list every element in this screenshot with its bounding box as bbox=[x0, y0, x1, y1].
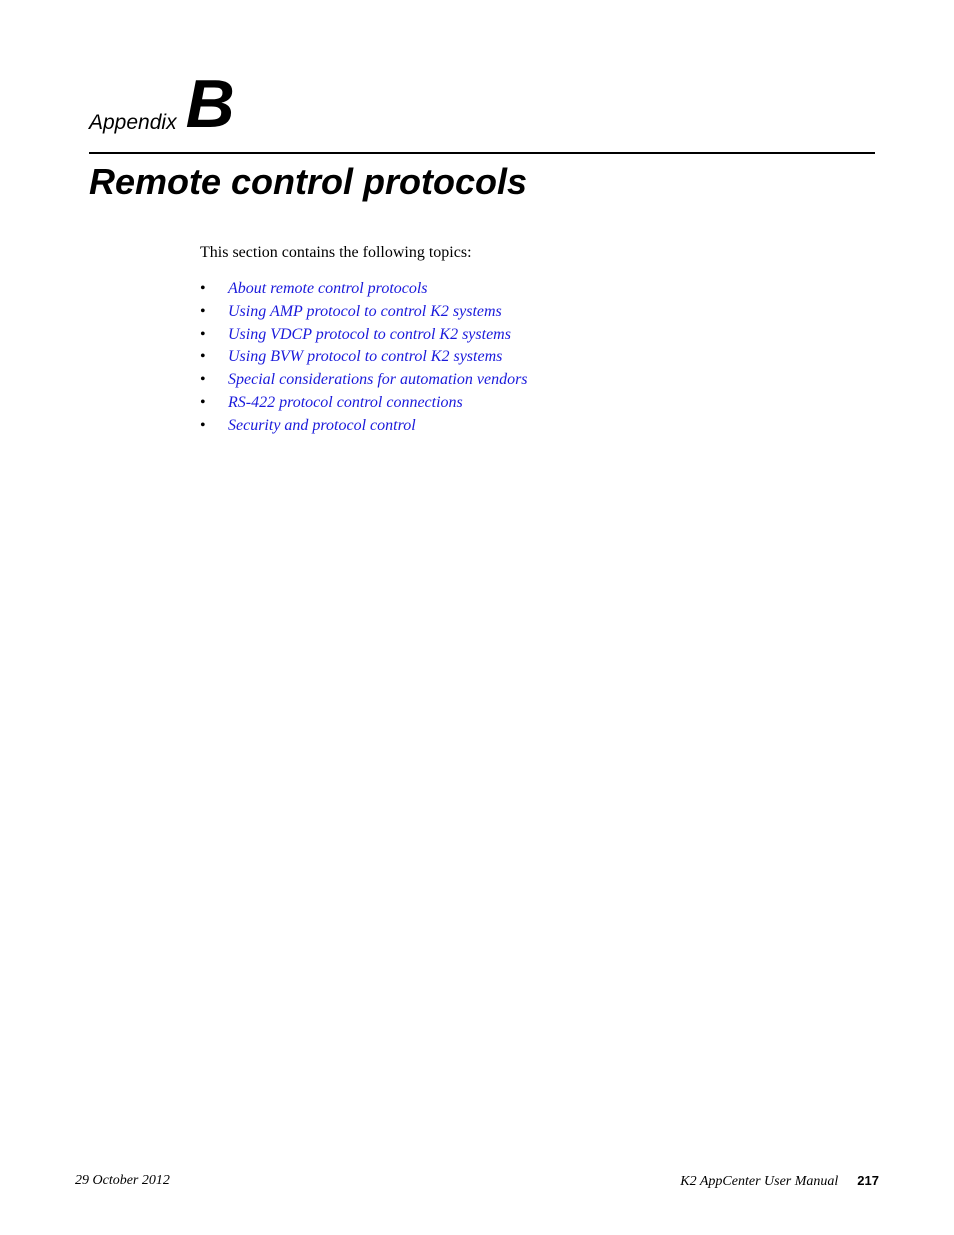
list-item bbox=[200, 302, 528, 325]
bullet: • bbox=[200, 302, 206, 320]
page-number: 217 bbox=[857, 1173, 879, 1188]
topic-link-vdcp-protocol[interactable]: Using VDCP protocol to control K2 systems bbox=[228, 325, 511, 343]
title-rule bbox=[89, 152, 875, 154]
list-item bbox=[200, 416, 528, 439]
bullet: • bbox=[200, 348, 206, 366]
list-item bbox=[200, 347, 528, 370]
bullet: • bbox=[200, 280, 206, 297]
list-item bbox=[200, 325, 528, 348]
topic-list bbox=[200, 279, 528, 439]
footer-right bbox=[680, 1172, 879, 1191]
list-item bbox=[200, 279, 528, 302]
bullet: • bbox=[200, 393, 206, 411]
bullet: • bbox=[200, 416, 206, 434]
footer-manual-title: K2 AppCenter User Manual bbox=[680, 1174, 839, 1189]
list-item bbox=[200, 370, 528, 393]
topic-link-amp-protocol[interactable]: Using AMP protocol to control K2 systems bbox=[228, 302, 502, 320]
topic-link-rs422-connections[interactable]: RS-422 protocol control connections bbox=[228, 393, 463, 411]
bullet: • bbox=[200, 371, 206, 389]
intro-text: This section contains the following topics: bbox=[200, 244, 472, 261]
appendix-heading bbox=[89, 66, 235, 142]
topic-link-bvw-protocol[interactable]: Using BVW protocol to control K2 systems bbox=[228, 348, 503, 366]
appendix-letter: B bbox=[185, 66, 235, 142]
appendix-label: Appendix bbox=[89, 111, 177, 134]
page-title: Remote control protocols bbox=[89, 161, 528, 202]
topic-link-automation-vendors[interactable]: Special considerations for automation vendors bbox=[228, 371, 528, 389]
list-item bbox=[200, 393, 528, 416]
footer-date: 29 October 2012 bbox=[75, 1173, 170, 1188]
bullet: • bbox=[200, 325, 206, 343]
topic-link-security[interactable]: Security and protocol control bbox=[228, 416, 416, 434]
topic-link-about-remote-control[interactable]: About remote control protocols bbox=[228, 280, 428, 297]
